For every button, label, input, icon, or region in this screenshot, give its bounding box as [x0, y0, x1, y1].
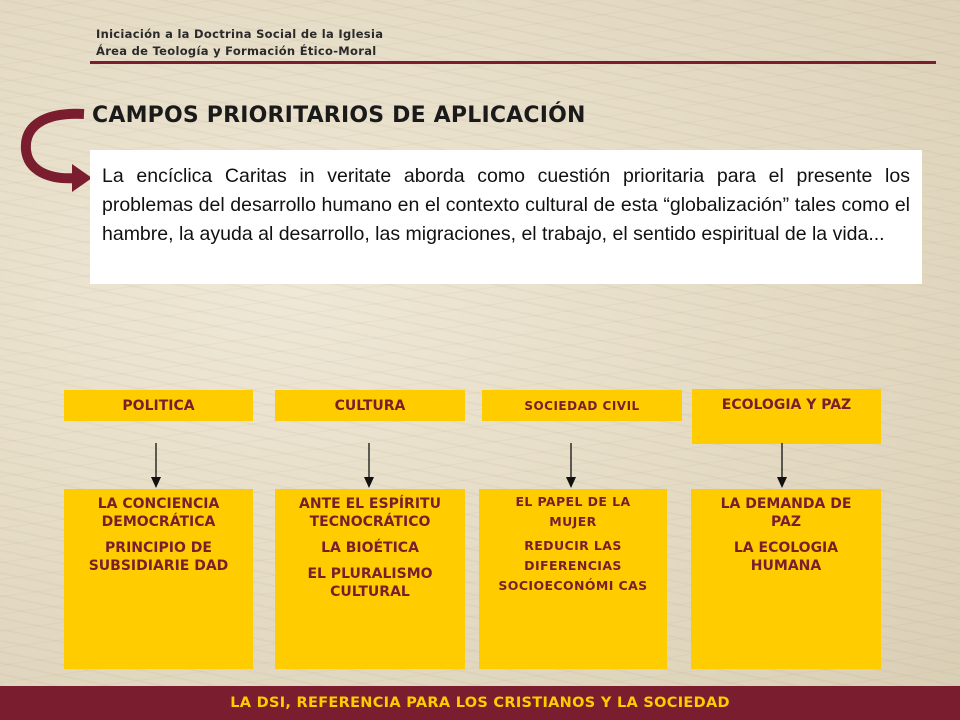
detail-item: EL PAPEL DE LA MUJER [515, 494, 631, 529]
arrow-down-icon [776, 443, 788, 489]
detail-item: REDUCIR LAS DIFERENCIAS SOCIOECONÓMI CAS [498, 538, 648, 593]
detail-item: PRINCIPIO DE SUBSIDIARIE DAD [88, 540, 229, 574]
detail-ecologia-paz [691, 489, 881, 669]
category-cultura: CULTURA [275, 390, 465, 421]
detail-item: ANTE EL ESPÍRITU TECNOCRÁTICO [299, 496, 441, 530]
arrow-down-icon [150, 443, 162, 489]
detail-item: EL PLURALISMO CULTURAL [307, 566, 433, 600]
curved-arrow-icon [14, 108, 94, 196]
detail-item: LA ECOLOGIA HUMANA [733, 540, 839, 574]
arrow-down-icon [363, 443, 375, 489]
course-title: Iniciación a la Doctrina Social de la Iglesia [96, 27, 384, 41]
detail-politica [64, 489, 253, 669]
arrow-down-icon [565, 443, 577, 489]
footer-banner: LA DSI, REFERENCIA PARA LOS CRISTIANOS Y LA SOCIEDAD [0, 686, 960, 720]
detail-item: LA BIOÉTICA [321, 540, 419, 556]
page-title: CAMPOS PRIORITARIOS DE APLICACIÓN [92, 103, 586, 128]
category-politica: POLITICA [64, 390, 253, 421]
category-ecologia-paz: ECOLOGIA Y PAZ [692, 389, 881, 444]
intro-paragraph: La encíclica Caritas in veritate aborda como cuestión prioritaria para el presente los problemas del desarrollo humano en el contexto cultural de esta “globalización” tales como el hambre, la ayuda al desarrollo, las migraciones, el trabajo, el sentido espiritual de la vida... [90, 150, 922, 284]
detail-cultura [275, 489, 465, 669]
detail-item: LA CONCIENCIA DEMOCRÁTICA [97, 496, 220, 530]
course-area: Área de Teología y Formación Ético-Moral [96, 44, 377, 58]
detail-item: LA DEMANDA DE PAZ [720, 496, 852, 530]
header [96, 26, 383, 60]
category-sociedad-civil: SOCIEDAD CIVIL [482, 390, 682, 421]
detail-sociedad-civil [479, 489, 667, 669]
header-divider [90, 61, 936, 64]
